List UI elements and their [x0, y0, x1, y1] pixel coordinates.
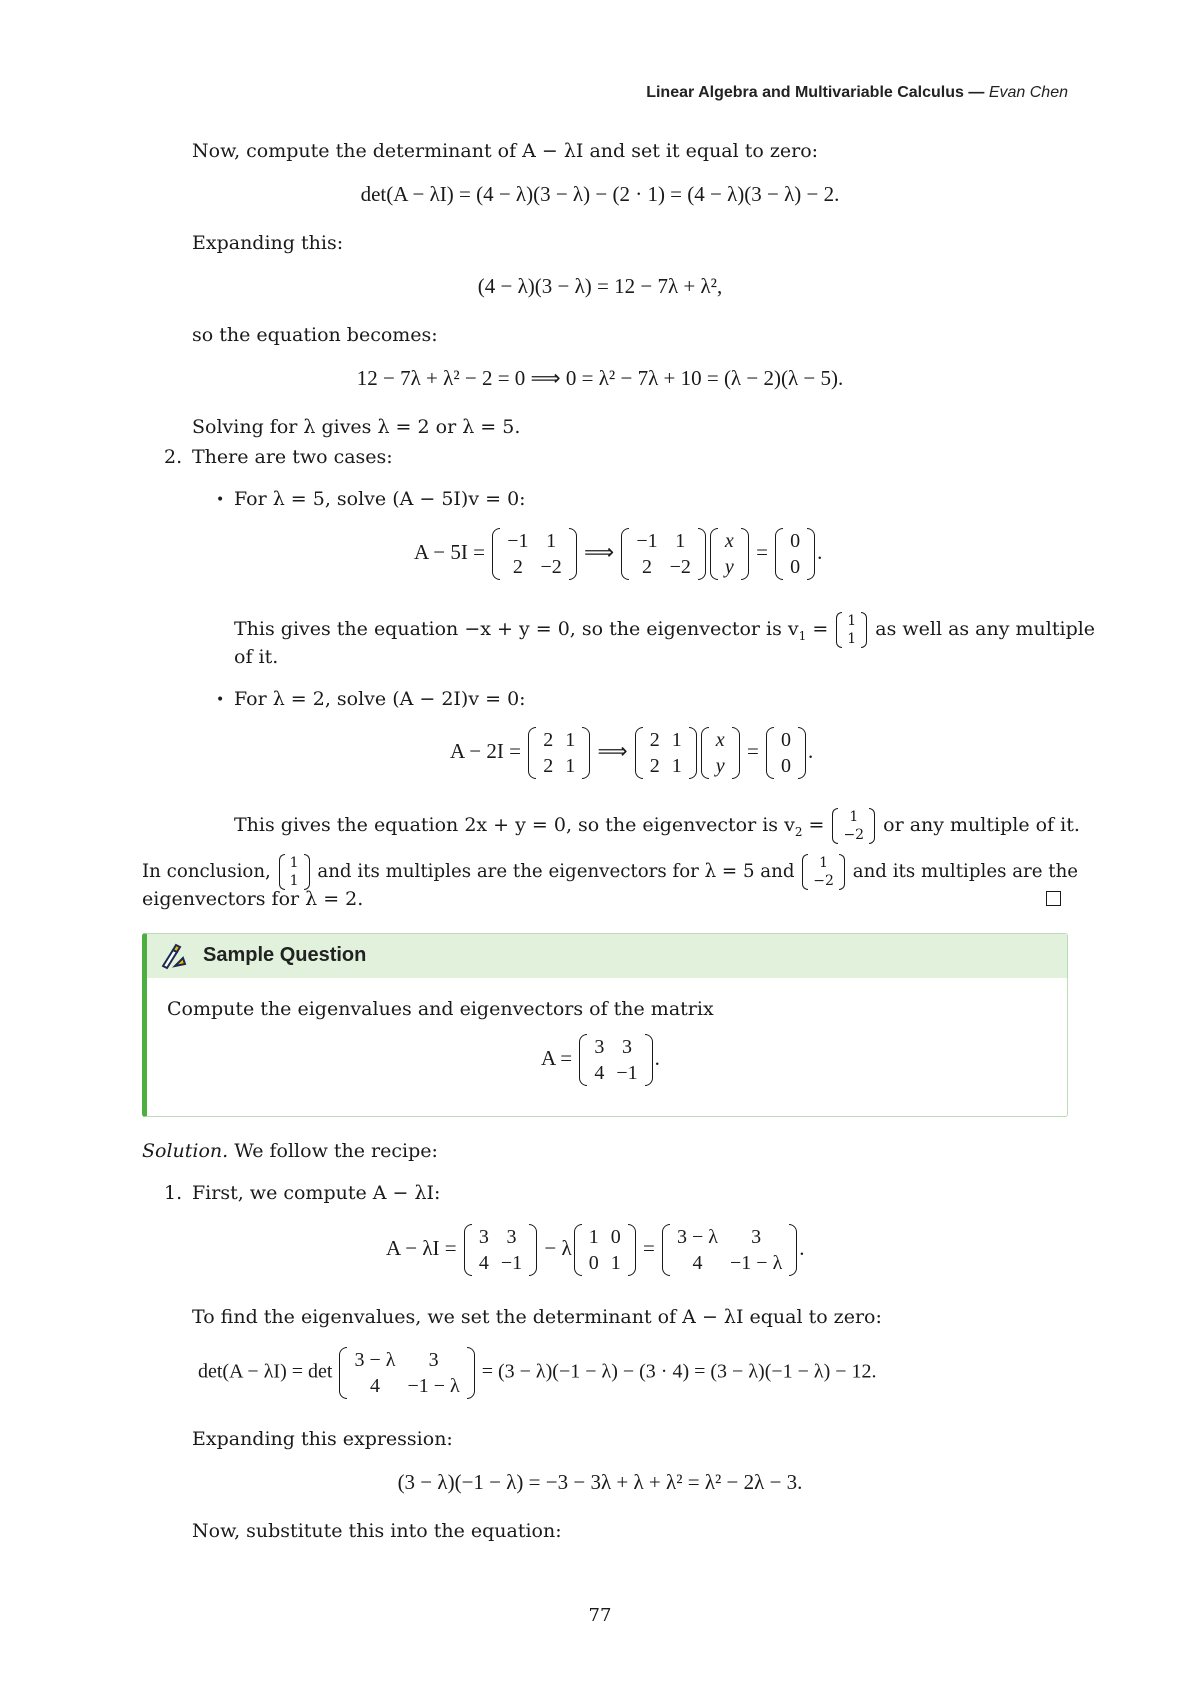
text-line: To find the eigenvalues, we set the determinant of A − λI equal to zero:	[192, 1306, 882, 1328]
matrix-a-minus-2i: 2 1 2 1	[528, 727, 590, 779]
matrix-a-minus-lambda-i: 3 − λ 3 4 −1 − λ	[662, 1224, 797, 1276]
bullet-text: For λ = 2, solve (A − 2I)v = 0:	[234, 688, 526, 710]
text-line: so the equation becomes:	[192, 324, 438, 346]
matrix-a: 3 3 4 −1	[464, 1224, 537, 1276]
text-line: Expanding this expression:	[192, 1428, 453, 1450]
list-number: 2.	[164, 446, 183, 468]
determinant-equation: det(A − λI) = det 3 − λ 3 4 −1 − λ = (3 − λ)(−1 − λ) − (3 · 4) = (3 − λ)(−1 − λ) − 12.	[198, 1349, 877, 1397]
vector-xy: x y	[710, 528, 749, 580]
vector-zero: 0 0	[775, 528, 815, 580]
text-line: This gives the equation −x + y = 0, so the eigenvector is $v_1$ = 1 1 as well as any multiple	[234, 613, 1096, 647]
sample-matrix-equation: A = 3 3 4 −1 .	[541, 1036, 660, 1084]
equation: (4 − λ)(3 − λ) = 12 − 7λ + λ²,	[477, 274, 723, 298]
book-title: Linear Algebra and Multivariable Calculus	[646, 84, 964, 101]
text-line: Now, substitute this into the equation:	[192, 1520, 562, 1542]
list-item-text: There are two cases:	[192, 446, 393, 468]
equation: (3 − λ)(−1 − λ) = −3 − 3λ + λ + λ² = λ² − 2λ − 3.	[397, 1470, 803, 1494]
book-author: Evan Chen	[988, 84, 1068, 101]
matrix-equation-lambda: A − λI = 3 3 4 −1 − λ 1 0 0 1 = 3 − λ 3 4 −1 − λ .	[386, 1226, 805, 1274]
matrix-equation-2: A − 2I = 2 1 2 1 ⟹ 2 1 2 1 x y = 0 0 .	[450, 729, 814, 777]
running-header	[646, 84, 1068, 102]
vector-zero: 0 0	[766, 727, 806, 779]
text-line: of it.	[234, 646, 279, 668]
vector-v1: 1 1	[836, 612, 867, 648]
pencil-ruler-icon	[159, 942, 189, 970]
conclusion-line: eigenvectors for λ = 2.	[142, 888, 364, 910]
bullet-icon: •	[216, 692, 225, 708]
text-line: Expanding this:	[192, 232, 344, 254]
header-dash: —	[968, 84, 985, 101]
vector-v2: 1 −2	[832, 808, 875, 844]
sample-question-header	[147, 934, 1067, 978]
vector-xy: x y	[701, 727, 740, 779]
text-line: This gives the equation 2x + y = 0, so the eigenvector is $v_2$ = 1 −2 or any multiple of it.	[234, 809, 1080, 843]
matrix-a-minus-lambda-i: 3 − λ 3 4 −1 − λ	[339, 1347, 474, 1399]
matrix-a-minus-2i-repeat: 2 1 2 1	[635, 727, 697, 779]
equation: 12 − 7λ + λ² − 2 = 0 ⟹ 0 = λ² − 7λ + 10 = (λ − 2)(λ − 5).	[356, 366, 844, 390]
qed-icon	[1046, 891, 1061, 906]
sample-question-title: Sample Question	[203, 944, 367, 966]
page-number: 77	[588, 1605, 612, 1626]
bullet-icon: •	[216, 492, 225, 508]
bullet-text: For λ = 5, solve (A − 5I)v = 0:	[234, 488, 526, 510]
matrix-equation-5: A − 5I = −1 1 2 −2 ⟹ −1 1 2 −2 x y = 0 0 .	[414, 530, 823, 578]
text-line: Solving for λ gives λ = 2 or λ = 5.	[192, 416, 521, 438]
sample-question-text: Compute the eigenvalues and eigenvectors of the matrix	[167, 998, 714, 1020]
text-line: Now, compute the determinant of A − λI and set it equal to zero:	[192, 140, 819, 162]
identity-matrix: 1 0 0 1	[574, 1224, 636, 1276]
matrix-a-minus-5i: −1 1 2 −2	[492, 528, 577, 580]
vector-v1: 1 1	[279, 854, 310, 890]
list-number: 1.	[164, 1182, 183, 1204]
sample-question-box	[142, 933, 1068, 1117]
vector-v2: 1 −2	[802, 854, 845, 890]
list-item-text: First, we compute A − λI:	[192, 1182, 441, 1204]
equation: det(A − λI) = (4 − λ)(3 − λ) − (2 · 1) = (4 − λ)(3 − λ) − 2.	[360, 182, 840, 206]
conclusion-line: In conclusion, 1 1 and its multiples are the eigenvectors for λ = 5 and 1 −2 and its multiples are the	[142, 855, 1079, 889]
matrix-a: 3 3 4 −1	[579, 1034, 652, 1086]
solution-intro: Solution. We follow the recipe:	[142, 1140, 438, 1162]
matrix-a-minus-5i-repeat: −1 1 2 −2	[621, 528, 706, 580]
